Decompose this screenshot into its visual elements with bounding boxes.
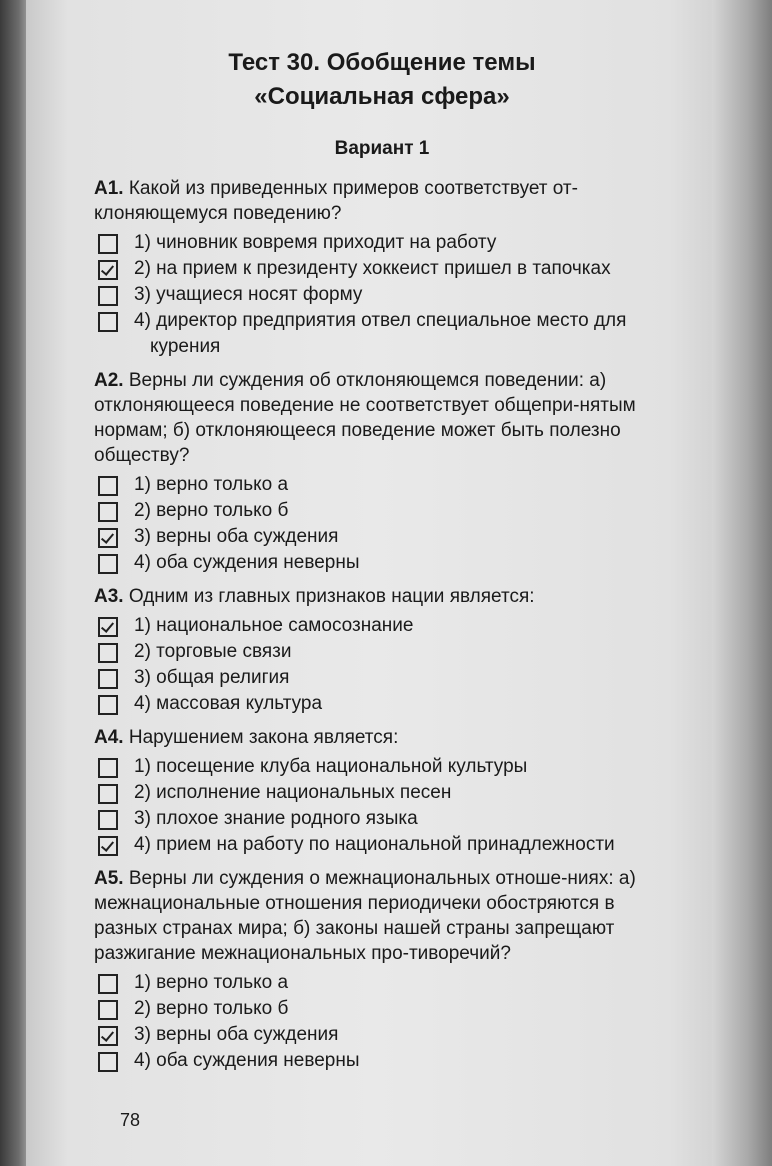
answer-option[interactable] [94,691,670,717]
page-content [94,46,670,1082]
answer-label: 2) на прием к президенту хоккеист пришел в тапочках [134,258,611,279]
checkbox[interactable] [98,669,118,689]
question-number: А2. [94,370,124,391]
question-3 [94,584,670,717]
question-text [94,176,670,226]
answer-option[interactable] [94,256,670,282]
answer-label: 1) верно только а [134,972,289,993]
answer-option[interactable] [94,498,670,524]
answer-label: 4) массовая культура [134,693,323,714]
question-number: А1. [94,178,124,199]
answer-label: 3) верны оба суждения [134,526,339,547]
question-body: Верны ли суждения о межнациональных отноше-ниях: а) межнациональные отношения периодичеки обостряются в разных странах мира; б) законы нашей страны запрещают разжигание межнациональных про-тиворечий? [94,868,636,964]
checkbox[interactable] [98,1000,118,1020]
test-title: Тест 30. Обобщение темы [228,49,536,76]
answer-label: 3) общая религия [134,667,290,688]
answer-label: 4) оба суждения неверны [134,552,360,573]
question-2 [94,368,670,576]
checkbox[interactable] [98,695,118,715]
checkbox[interactable] [98,643,118,663]
answer-option[interactable] [94,1022,670,1048]
answer-option[interactable] [94,282,670,308]
checkbox[interactable] [98,286,118,306]
question-body: Одним из главных признаков нации является: [128,586,535,607]
answer-label: 2) верно только б [134,500,289,521]
checked-checkbox[interactable] [98,617,118,637]
question-1 [94,176,670,360]
question-text [94,584,670,609]
checkbox[interactable] [98,1052,118,1072]
checkbox[interactable] [98,502,118,522]
question-number: А4. [94,727,124,748]
answer-option[interactable] [94,780,670,806]
question-body: Нарушением закона является: [128,727,399,748]
answer-label: 1) национальное самосознание [134,615,414,636]
question-list [94,176,670,1074]
question-body: Какой из приведенных примеров соответствует от-клоняющемуся поведению? [94,178,578,224]
answer-option[interactable] [94,524,670,550]
checkbox[interactable] [98,784,118,804]
answer-label: 3) верны оба суждения [134,1024,339,1045]
checkbox[interactable] [98,476,118,496]
answer-option[interactable] [94,754,670,780]
answer-option[interactable] [94,665,670,691]
page-number: 78 [120,1110,141,1130]
question-text [94,866,670,966]
checked-checkbox[interactable] [98,528,118,548]
facing-page-edge [712,0,772,1166]
answer-option[interactable] [94,1048,670,1074]
question-text [94,725,670,750]
variant-heading: Вариант 1 [334,138,430,159]
answer-option[interactable] [94,996,670,1022]
checkbox[interactable] [98,234,118,254]
answer-label: 2) верно только б [134,998,289,1019]
answer-label: 2) исполнение национальных песен [134,782,452,803]
answer-option[interactable] [94,806,670,832]
answer-label: 1) верно только а [134,474,289,495]
answer-label: 1) чиновник вовремя приходит на работу [134,232,497,253]
checkbox[interactable] [98,554,118,574]
question-number: А5. [94,868,124,889]
test-topic: «Социальная сфера» [254,83,510,110]
answer-label: 2) торговые связи [134,641,292,662]
answer-option[interactable] [94,308,670,334]
checked-checkbox[interactable] [98,1026,118,1046]
checkbox[interactable] [98,810,118,830]
checkbox[interactable] [98,974,118,994]
answer-option[interactable] [94,613,670,639]
answer-label: 4) прием на работу по национальной принадлежности [134,834,615,855]
answer-label: 3) плохое знание родного языка [134,808,418,829]
answer-option[interactable] [94,832,670,858]
checked-checkbox[interactable] [98,836,118,856]
checkbox[interactable] [98,312,118,332]
answer-option[interactable] [94,550,670,576]
answer-label: 4) директор предприятия отвел специальное место для [134,310,627,331]
answer-option[interactable] [94,970,670,996]
question-4 [94,725,670,858]
checked-checkbox[interactable] [98,260,118,280]
answer-option[interactable] [94,639,670,665]
question-number: А3. [94,586,124,607]
question-text [94,368,670,468]
answer-label: 1) посещение клуба национальной культуры [134,756,528,777]
answer-label: 4) оба суждения неверны [134,1050,360,1071]
answer-label: 3) учащиеся носят форму [134,284,363,305]
answer-label-continuation: курения [150,336,221,357]
question-body: Верны ли суждения об отклоняющемся поведении: а) отклоняющееся поведение не соответствует общепри-нятым нормам; б) отклоняющееся поведение может быть полезно обществу? [94,370,636,466]
question-5 [94,866,670,1074]
answer-option[interactable] [94,472,670,498]
answer-option[interactable] [94,230,670,256]
checkbox[interactable] [98,758,118,778]
